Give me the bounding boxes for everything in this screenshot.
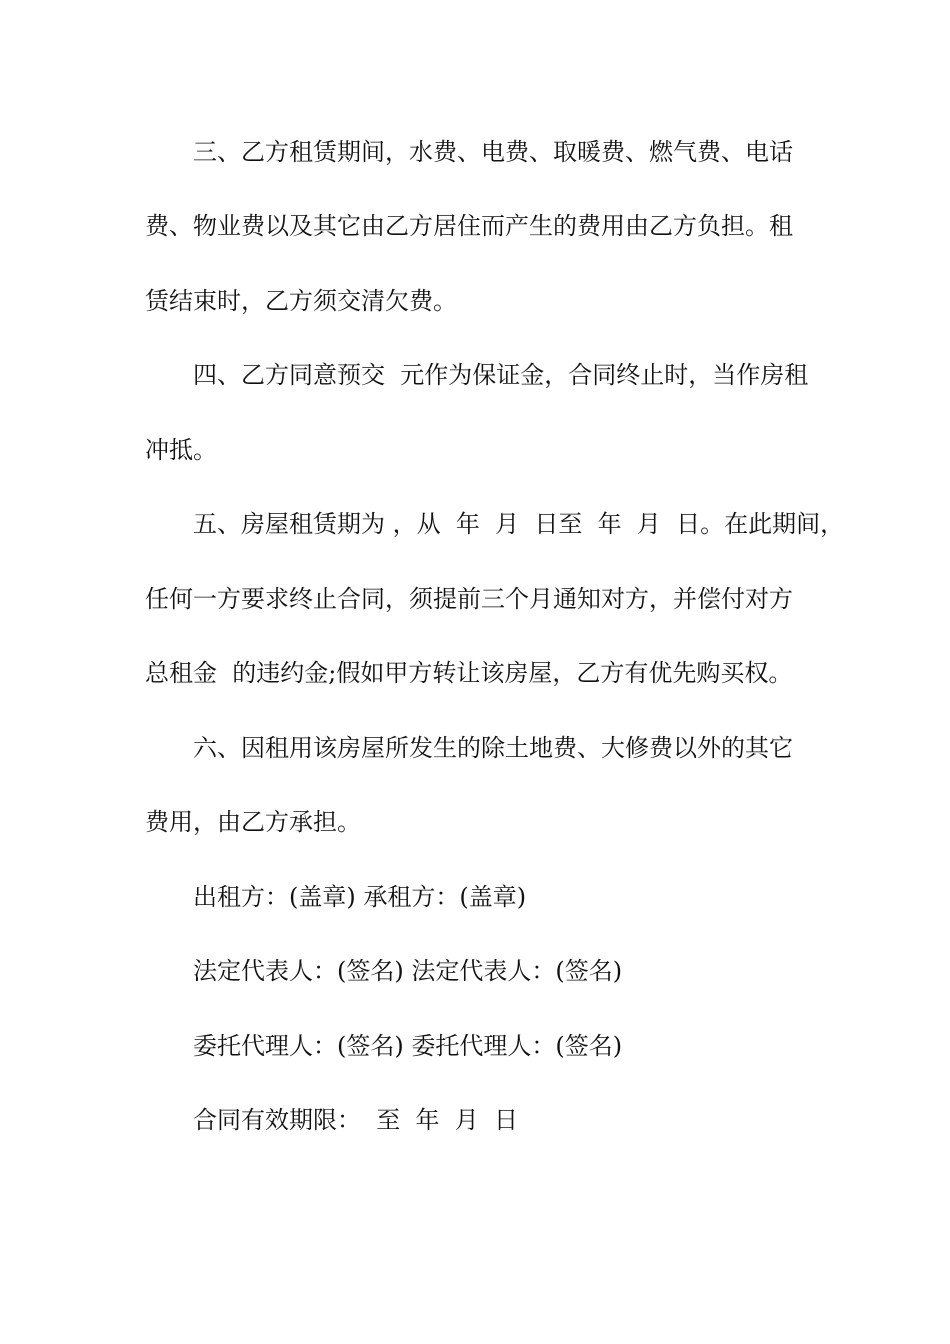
clause-5-line-1: 五、房屋租赁期为 ，从 年 月 日至 年 月 日。在此期间， [193, 510, 845, 538]
clause-4-line-1: 四、乙方同意预交 元作为保证金，合同终止时，当作房租 [193, 361, 809, 389]
clause-3-line-1: 三、乙方租赁期间，水费、电费、取暖费、燃气费、电话 [193, 138, 793, 166]
clause-6-line-1: 六、因租用该房屋所发生的除土地费、大修费以外的其它 [193, 734, 793, 762]
clause-4-line-2: 冲抵。 [145, 436, 217, 464]
clause-5-line-3: 总租金 的违约金;假如甲方转让该房屋，乙方有优先购买权。 [145, 659, 793, 687]
clause-6-line-2: 费用，由乙方承担。 [145, 808, 361, 836]
contract-validity-period: 合同有效期限： 至 年 月 日 [193, 1106, 519, 1134]
clause-3-line-3: 赁结束时，乙方须交清欠费。 [145, 287, 457, 315]
signature-legal-representatives: 法定代表人：(签名) 法定代表人：(签名) [193, 957, 623, 985]
clause-5-line-2: 任何一方要求终止合同，须提前三个月通知对方，并偿付对方 [145, 585, 793, 613]
signature-authorized-agents: 委托代理人：(签名) 委托代理人：(签名) [193, 1032, 623, 1060]
clause-3-line-2: 费、物业费以及其它由乙方居住而产生的费用由乙方负担。租 [145, 212, 793, 240]
signature-lessor-lessee: 出租方：(盖章) 承租方：(盖章) [193, 883, 527, 911]
